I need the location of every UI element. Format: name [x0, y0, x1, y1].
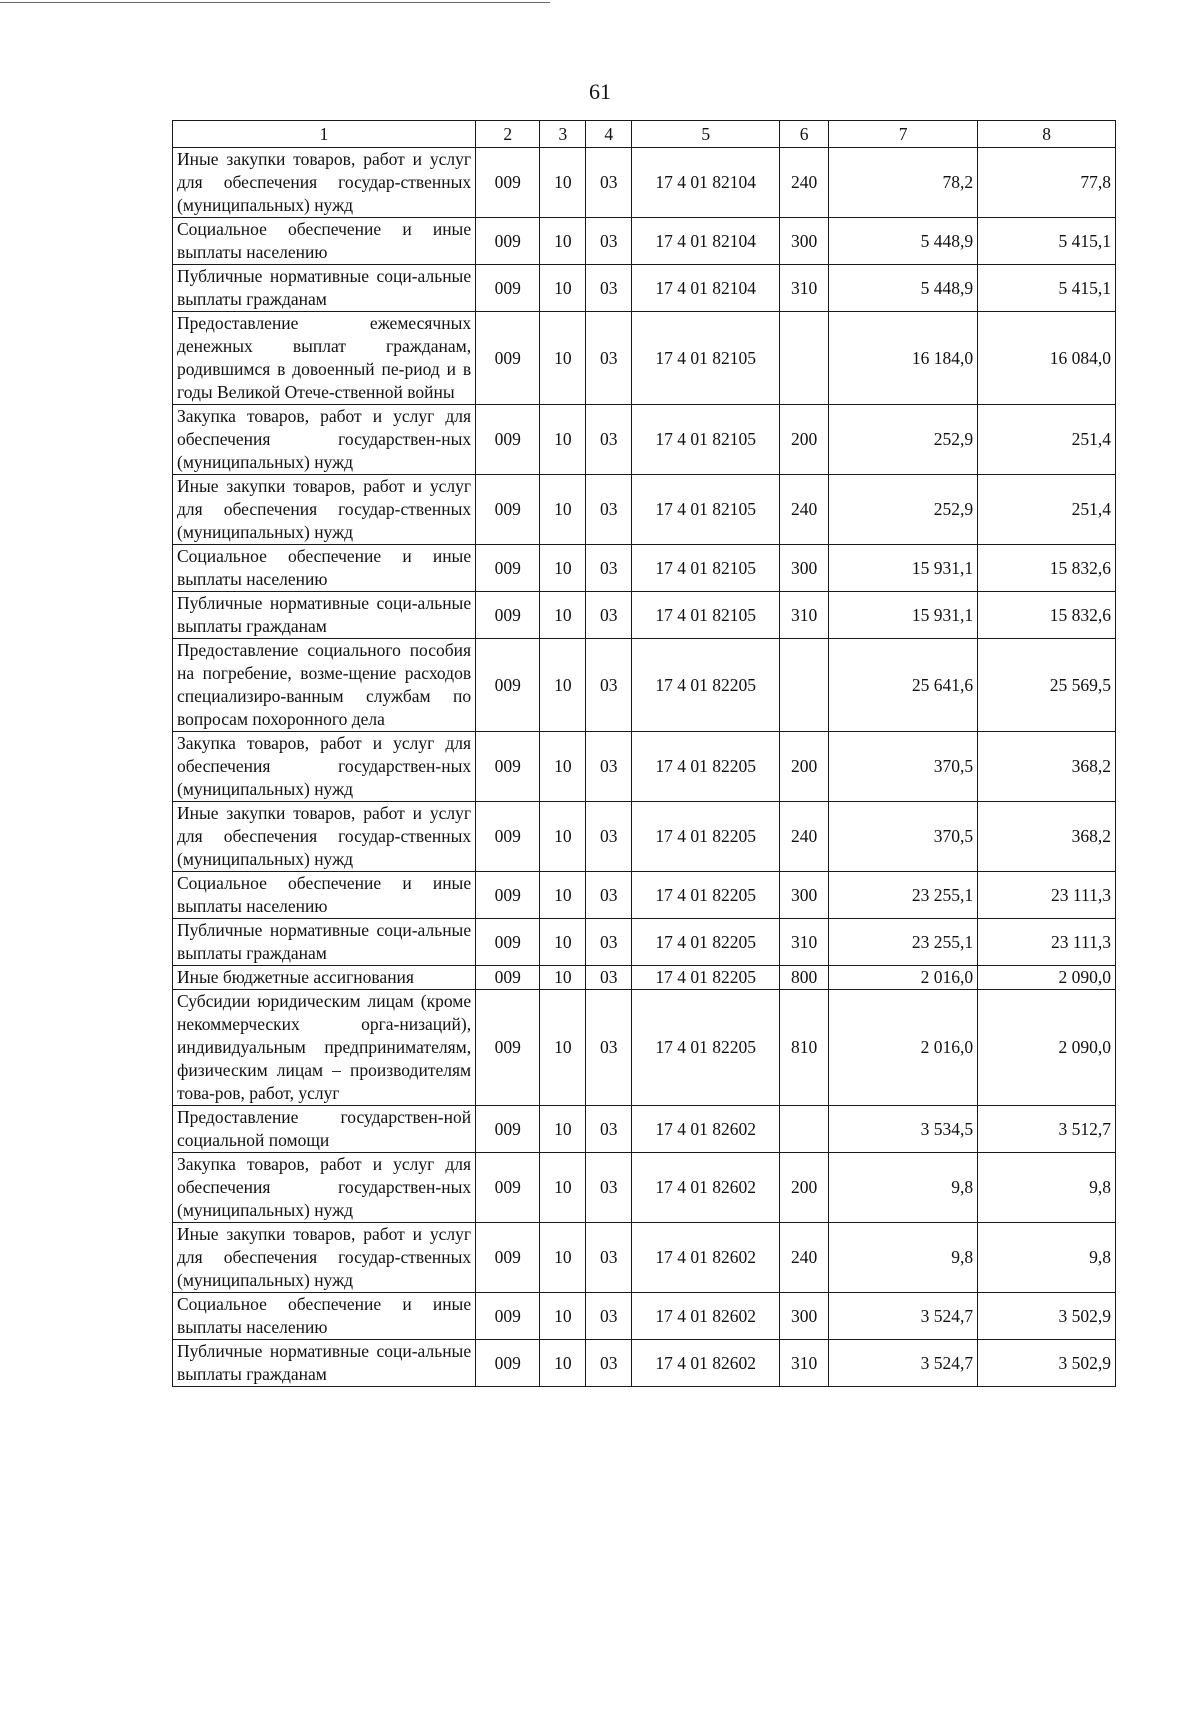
ministry-code-cell: 009 — [476, 1106, 540, 1153]
amount-year2-cell: 16 084,0 — [978, 312, 1116, 405]
row-name-cell: Закупка товаров, работ и услуг для обеспечения государствен-ных (муниципальных) нужд — [173, 405, 476, 475]
section-code-cell: 10 — [540, 592, 586, 639]
budget-table — [172, 120, 1116, 1387]
target-article-cell: 17 4 01 82105 — [632, 592, 780, 639]
header-col-4: 4 — [586, 121, 632, 148]
target-article-cell: 17 4 01 82205 — [632, 872, 780, 919]
table-row — [173, 639, 1116, 732]
amount-year1-cell: 2 016,0 — [829, 990, 978, 1106]
expense-type-cell: 310 — [780, 919, 829, 966]
amount-year2-cell: 2 090,0 — [978, 966, 1116, 990]
section-code-cell: 10 — [540, 265, 586, 312]
header-col-5: 5 — [632, 121, 780, 148]
section-code-cell: 10 — [540, 919, 586, 966]
amount-year2-cell: 77,8 — [978, 148, 1116, 218]
amount-year2-cell: 2 090,0 — [978, 990, 1116, 1106]
ministry-code-cell: 009 — [476, 592, 540, 639]
subsection-code-cell: 03 — [586, 148, 632, 218]
section-code-cell: 10 — [540, 1340, 586, 1387]
table-body — [173, 148, 1116, 1387]
amount-year1-cell: 370,5 — [829, 802, 978, 872]
ministry-code-cell: 009 — [476, 405, 540, 475]
expense-type-cell: 240 — [780, 1223, 829, 1293]
amount-year1-cell: 3 524,7 — [829, 1293, 978, 1340]
header-row — [173, 121, 1116, 148]
header-col-2: 2 — [476, 121, 540, 148]
table-row — [173, 475, 1116, 545]
target-article-cell: 17 4 01 82602 — [632, 1153, 780, 1223]
subsection-code-cell: 03 — [586, 732, 632, 802]
amount-year1-cell: 370,5 — [829, 732, 978, 802]
ministry-code-cell: 009 — [476, 639, 540, 732]
table-row — [173, 872, 1116, 919]
top-rule — [0, 2, 550, 3]
target-article-cell: 17 4 01 82602 — [632, 1340, 780, 1387]
row-name-cell: Публичные нормативные соци-альные выплаты гражданам — [173, 592, 476, 639]
amount-year1-cell: 3 534,5 — [829, 1106, 978, 1153]
table-row — [173, 592, 1116, 639]
ministry-code-cell: 009 — [476, 919, 540, 966]
amount-year2-cell: 3 502,9 — [978, 1340, 1116, 1387]
subsection-code-cell: 03 — [586, 919, 632, 966]
target-article-cell: 17 4 01 82105 — [632, 405, 780, 475]
section-code-cell: 10 — [540, 872, 586, 919]
ministry-code-cell: 009 — [476, 990, 540, 1106]
expense-type-cell: 310 — [780, 265, 829, 312]
amount-year2-cell: 23 111,3 — [978, 872, 1116, 919]
amount-year2-cell: 9,8 — [978, 1153, 1116, 1223]
header-col-6: 6 — [780, 121, 829, 148]
table-row — [173, 1106, 1116, 1153]
expense-type-cell: 300 — [780, 872, 829, 919]
page-number: 61 — [589, 79, 611, 104]
expense-type-cell: 800 — [780, 966, 829, 990]
section-code-cell: 10 — [540, 218, 586, 265]
section-code-cell: 10 — [540, 545, 586, 592]
target-article-cell: 17 4 01 82205 — [632, 639, 780, 732]
target-article-cell: 17 4 01 82205 — [632, 802, 780, 872]
target-article-cell: 17 4 01 82104 — [632, 265, 780, 312]
amount-year1-cell: 23 255,1 — [829, 919, 978, 966]
table-row — [173, 1223, 1116, 1293]
subsection-code-cell: 03 — [586, 475, 632, 545]
subsection-code-cell: 03 — [586, 592, 632, 639]
table-row — [173, 919, 1116, 966]
table-row — [173, 966, 1116, 990]
target-article-cell: 17 4 01 82205 — [632, 732, 780, 802]
subsection-code-cell: 03 — [586, 1223, 632, 1293]
amount-year1-cell: 3 524,7 — [829, 1340, 978, 1387]
amount-year1-cell: 15 931,1 — [829, 592, 978, 639]
amount-year1-cell: 78,2 — [829, 148, 978, 218]
target-article-cell: 17 4 01 82104 — [632, 218, 780, 265]
target-article-cell: 17 4 01 82104 — [632, 148, 780, 218]
table-row — [173, 1340, 1116, 1387]
expense-type-cell: 310 — [780, 592, 829, 639]
target-article-cell: 17 4 01 82205 — [632, 919, 780, 966]
amount-year2-cell: 368,2 — [978, 732, 1116, 802]
expense-type-cell: 300 — [780, 218, 829, 265]
expense-type-cell: 200 — [780, 1153, 829, 1223]
subsection-code-cell: 03 — [586, 990, 632, 1106]
expense-type-cell: 300 — [780, 545, 829, 592]
section-code-cell: 10 — [540, 148, 586, 218]
amount-year1-cell: 16 184,0 — [829, 312, 978, 405]
amount-year2-cell: 9,8 — [978, 1223, 1116, 1293]
section-code-cell: 10 — [540, 312, 586, 405]
amount-year2-cell: 3 502,9 — [978, 1293, 1116, 1340]
section-code-cell: 10 — [540, 639, 586, 732]
row-name-cell: Иные закупки товаров, работ и услуг для обеспечения государ-ственных (муниципальных) нужд — [173, 475, 476, 545]
target-article-cell: 17 4 01 82602 — [632, 1293, 780, 1340]
amount-year2-cell: 5 415,1 — [978, 265, 1116, 312]
expense-type-cell: 810 — [780, 990, 829, 1106]
section-code-cell: 10 — [540, 1223, 586, 1293]
ministry-code-cell: 009 — [476, 1340, 540, 1387]
subsection-code-cell: 03 — [586, 1153, 632, 1223]
subsection-code-cell: 03 — [586, 966, 632, 990]
amount-year1-cell: 2 016,0 — [829, 966, 978, 990]
section-code-cell: 10 — [540, 475, 586, 545]
target-article-cell: 17 4 01 82105 — [632, 312, 780, 405]
row-name-cell: Социальное обеспечение и иные выплаты населению — [173, 872, 476, 919]
amount-year2-cell: 25 569,5 — [978, 639, 1116, 732]
row-name-cell: Социальное обеспечение и иные выплаты населению — [173, 545, 476, 592]
row-name-cell: Публичные нормативные соци-альные выплаты гражданам — [173, 265, 476, 312]
amount-year1-cell: 252,9 — [829, 405, 978, 475]
row-name-cell: Субсидии юридическим лицам (кроме некоммерческих орга-низаций), индивидуальным предпринимателям, физическим лицам – производителям това-ров, работ, услуг — [173, 990, 476, 1106]
table-row — [173, 312, 1116, 405]
row-name-cell: Иные закупки товаров, работ и услуг для обеспечения государ-ственных (муниципальных) нужд — [173, 802, 476, 872]
amount-year2-cell: 3 512,7 — [978, 1106, 1116, 1153]
section-code-cell: 10 — [540, 802, 586, 872]
target-article-cell: 17 4 01 82602 — [632, 1223, 780, 1293]
amount-year2-cell: 368,2 — [978, 802, 1116, 872]
target-article-cell: 17 4 01 82602 — [632, 1106, 780, 1153]
row-name-cell: Иные закупки товаров, работ и услуг для обеспечения государ-ственных (муниципальных) нужд — [173, 148, 476, 218]
table-row — [173, 545, 1116, 592]
header-col-8: 8 — [978, 121, 1116, 148]
amount-year1-cell: 5 448,9 — [829, 218, 978, 265]
subsection-code-cell: 03 — [586, 872, 632, 919]
target-article-cell: 17 4 01 82205 — [632, 990, 780, 1106]
expense-type-cell: 240 — [780, 475, 829, 545]
ministry-code-cell: 009 — [476, 218, 540, 265]
row-name-cell: Закупка товаров, работ и услуг для обеспечения государствен-ных (муниципальных) нужд — [173, 732, 476, 802]
target-article-cell: 17 4 01 82105 — [632, 545, 780, 592]
table-row — [173, 405, 1116, 475]
subsection-code-cell: 03 — [586, 802, 632, 872]
table-row — [173, 218, 1116, 265]
row-name-cell: Предоставление государствен-ной социальной помощи — [173, 1106, 476, 1153]
subsection-code-cell: 03 — [586, 545, 632, 592]
ministry-code-cell: 009 — [476, 265, 540, 312]
row-name-cell: Иные бюджетные ассигнования — [173, 966, 476, 990]
table-row — [173, 732, 1116, 802]
ministry-code-cell: 009 — [476, 475, 540, 545]
expense-type-cell: 240 — [780, 802, 829, 872]
expense-type-cell — [780, 1106, 829, 1153]
ministry-code-cell: 009 — [476, 1293, 540, 1340]
expense-type-cell: 200 — [780, 405, 829, 475]
ministry-code-cell: 009 — [476, 802, 540, 872]
table-row — [173, 990, 1116, 1106]
ministry-code-cell: 009 — [476, 732, 540, 802]
subsection-code-cell: 03 — [586, 218, 632, 265]
ministry-code-cell: 009 — [476, 148, 540, 218]
ministry-code-cell: 009 — [476, 312, 540, 405]
amount-year1-cell: 9,8 — [829, 1223, 978, 1293]
amount-year1-cell: 25 641,6 — [829, 639, 978, 732]
ministry-code-cell: 009 — [476, 1153, 540, 1223]
expense-type-cell: 300 — [780, 1293, 829, 1340]
subsection-code-cell: 03 — [586, 1106, 632, 1153]
target-article-cell: 17 4 01 82205 — [632, 966, 780, 990]
amount-year1-cell: 5 448,9 — [829, 265, 978, 312]
ministry-code-cell: 009 — [476, 1223, 540, 1293]
subsection-code-cell: 03 — [586, 1293, 632, 1340]
expense-type-cell: 310 — [780, 1340, 829, 1387]
subsection-code-cell: 03 — [586, 312, 632, 405]
section-code-cell: 10 — [540, 1293, 586, 1340]
amount-year2-cell: 251,4 — [978, 405, 1116, 475]
header-col-1: 1 — [173, 121, 476, 148]
expense-type-cell: 200 — [780, 732, 829, 802]
section-code-cell: 10 — [540, 732, 586, 802]
row-name-cell: Закупка товаров, работ и услуг для обеспечения государствен-ных (муниципальных) нужд — [173, 1153, 476, 1223]
table-row — [173, 802, 1116, 872]
subsection-code-cell: 03 — [586, 405, 632, 475]
amount-year2-cell: 23 111,3 — [978, 919, 1116, 966]
section-code-cell: 10 — [540, 1106, 586, 1153]
expense-type-cell — [780, 312, 829, 405]
expense-type-cell: 240 — [780, 148, 829, 218]
amount-year2-cell: 251,4 — [978, 475, 1116, 545]
target-article-cell: 17 4 01 82105 — [632, 475, 780, 545]
section-code-cell: 10 — [540, 966, 586, 990]
row-name-cell: Публичные нормативные соци-альные выплаты гражданам — [173, 919, 476, 966]
row-name-cell: Предоставление ежемесячных денежных выплат гражданам, родившимся в довоенный пе-риод и в годы Великой Отече-ственной войны — [173, 312, 476, 405]
table-row — [173, 1293, 1116, 1340]
header-col-3: 3 — [540, 121, 586, 148]
ministry-code-cell: 009 — [476, 872, 540, 919]
amount-year2-cell: 15 832,6 — [978, 592, 1116, 639]
amount-year1-cell: 15 931,1 — [829, 545, 978, 592]
ministry-code-cell: 009 — [476, 545, 540, 592]
amount-year1-cell: 252,9 — [829, 475, 978, 545]
row-name-cell: Социальное обеспечение и иные выплаты населению — [173, 218, 476, 265]
table-row — [173, 1153, 1116, 1223]
amount-year1-cell: 9,8 — [829, 1153, 978, 1223]
table-row — [173, 148, 1116, 218]
expense-type-cell — [780, 639, 829, 732]
subsection-code-cell: 03 — [586, 639, 632, 732]
amount-year2-cell: 5 415,1 — [978, 218, 1116, 265]
row-name-cell: Иные закупки товаров, работ и услуг для обеспечения государ-ственных (муниципальных) нужд — [173, 1223, 476, 1293]
row-name-cell: Предоставление социального пособия на погребение, возме-щение расходов специализиро-ванным службам по вопросам похоронного дела — [173, 639, 476, 732]
amount-year1-cell: 23 255,1 — [829, 872, 978, 919]
header-col-7: 7 — [829, 121, 978, 148]
subsection-code-cell: 03 — [586, 1340, 632, 1387]
section-code-cell: 10 — [540, 405, 586, 475]
section-code-cell: 10 — [540, 990, 586, 1106]
row-name-cell: Публичные нормативные соци-альные выплаты гражданам — [173, 1340, 476, 1387]
table-row — [173, 265, 1116, 312]
ministry-code-cell: 009 — [476, 966, 540, 990]
section-code-cell: 10 — [540, 1153, 586, 1223]
row-name-cell: Социальное обеспечение и иные выплаты населению — [173, 1293, 476, 1340]
subsection-code-cell: 03 — [586, 265, 632, 312]
amount-year2-cell: 15 832,6 — [978, 545, 1116, 592]
